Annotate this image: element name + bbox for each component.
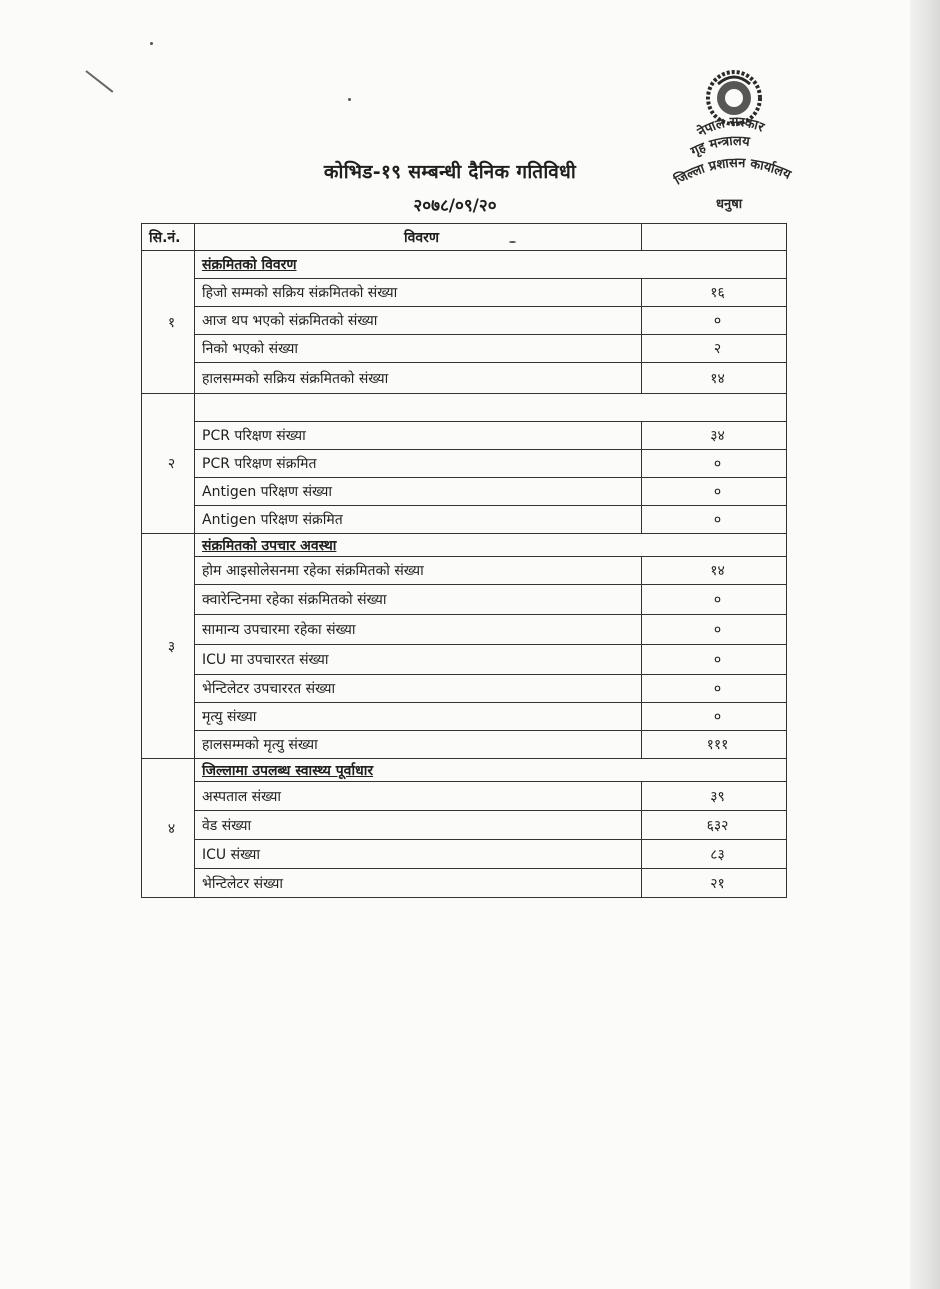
seal-text-line-2: गृह मन्त्रालय (688, 133, 751, 160)
section-heading: संक्रमितको उपचार अवस्था (195, 534, 787, 557)
row-label: PCR परिक्षण संक्रमित (195, 450, 642, 478)
table-row (142, 840, 787, 869)
table-row (142, 478, 787, 506)
scan-mark (85, 70, 113, 93)
row-label: भेन्टिलेटर संख्या (195, 869, 642, 898)
table-row (142, 675, 787, 703)
row-label: होम आइसोलेसनमा रहेका संक्रमितको संख्या (195, 557, 642, 585)
scan-dot (150, 42, 153, 45)
section-heading-row (142, 394, 787, 422)
row-label: हिजो सम्मको सक्रिय संक्रमितको संख्या (195, 279, 642, 307)
section-heading-row (142, 534, 787, 557)
table-row (142, 782, 787, 811)
row-label: हालसम्मको सक्रिय संक्रमितको संख्या (195, 363, 642, 394)
scanned-page-edge (910, 0, 940, 1289)
row-value: १६ (642, 279, 787, 307)
row-value: ० (642, 307, 787, 335)
section-heading-row (142, 759, 787, 782)
row-label: आज थप भएको संक्रमितको संख्या (195, 307, 642, 335)
row-value: ३९ (642, 782, 787, 811)
header-serial-no: सि.नं. (142, 224, 195, 251)
row-label: PCR परिक्षण संख्या (195, 422, 642, 450)
svg-text:जिल्ला प्रशासन कार्यालय (671, 156, 794, 189)
row-value: १४ (642, 557, 787, 585)
row-value: ० (642, 703, 787, 731)
row-value: ० (642, 675, 787, 703)
row-label: भेन्टिलेटर उपचाररत संख्या (195, 675, 642, 703)
table-row (142, 811, 787, 840)
table-header-row (142, 224, 787, 251)
serial-number: ३ (142, 534, 195, 759)
table-row (142, 557, 787, 585)
table-row (142, 869, 787, 898)
row-value: ० (642, 615, 787, 645)
table-row (142, 585, 787, 615)
row-label: अस्पताल संख्या (195, 782, 642, 811)
serial-number: ४ (142, 759, 195, 898)
table-row (142, 450, 787, 478)
header-description: विवरण (195, 224, 642, 251)
table-row (142, 731, 787, 759)
row-label: सामान्य उपचारमा रहेका संख्या (195, 615, 642, 645)
document-title: कोभिड-१९ सम्बन्धी दैनिक गतिविधी (323, 161, 577, 183)
table-row (142, 279, 787, 307)
row-value: ० (642, 450, 787, 478)
row-value: ० (642, 478, 787, 506)
table-row (142, 703, 787, 731)
table-row (142, 615, 787, 645)
section-heading: जिल्लामा उपलब्ध स्वास्थ्य पूर्वाधार (195, 759, 787, 782)
row-value: २ (642, 335, 787, 363)
header-value (642, 224, 787, 251)
serial-number: २ (142, 394, 195, 534)
row-value: ० (642, 645, 787, 675)
row-value: ३४ (642, 422, 787, 450)
scan-dot (348, 98, 351, 101)
row-value: ६३२ (642, 811, 787, 840)
section-heading-row (142, 251, 787, 279)
office-seal-stamp (662, 62, 810, 217)
table-row (142, 506, 787, 534)
row-value: ८३ (642, 840, 787, 869)
row-value: ० (642, 585, 787, 615)
row-label: वेड संख्या (195, 811, 642, 840)
covid-activity-table (141, 223, 787, 898)
document-date: २०७८/०९/२० (413, 196, 497, 216)
serial-number: १ (142, 251, 195, 394)
section-heading: संक्रमितको विवरण (195, 251, 787, 279)
row-label: मृत्यु संख्या (195, 703, 642, 731)
table-row (142, 307, 787, 335)
row-label: क्वारेन्टिनमा रहेका संक्रमितको संख्या (195, 585, 642, 615)
row-value: ० (642, 506, 787, 534)
row-label: ICU संख्या (195, 840, 642, 869)
row-label: हालसम्मको मृत्यु संख्या (195, 731, 642, 759)
row-label: Antigen परिक्षण संक्रमित (195, 506, 642, 534)
seal-text-line-3: जिल्ला प्रशासन कार्यालय (672, 155, 793, 189)
row-value: १११ (642, 731, 787, 759)
seal-text-line-1: नेपाल सरकार (695, 114, 766, 141)
table-row (142, 422, 787, 450)
table-row (142, 335, 787, 363)
table-row (142, 363, 787, 394)
row-label: Antigen परिक्षण संख्या (195, 478, 642, 506)
section-heading (195, 394, 787, 422)
row-value: २१ (642, 869, 787, 898)
row-label: निको भएको संख्या (195, 335, 642, 363)
row-label: ICU मा उपचाररत संख्या (195, 645, 642, 675)
table-row (142, 645, 787, 675)
seal-text-line-4: धनुषा (716, 197, 743, 212)
row-value: १४ (642, 363, 787, 394)
